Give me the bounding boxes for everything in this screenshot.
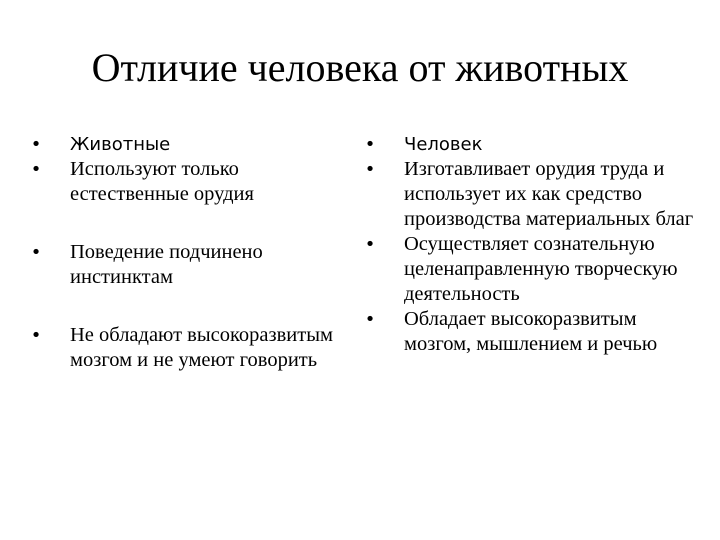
human-item-text: Изготавливает орудия труда и использует их как средство производства материальных благ <box>404 158 694 230</box>
bullet-icon: • <box>364 309 376 330</box>
animals-item-text: Используют только естественные орудия <box>70 158 254 205</box>
bullet-icon: • <box>30 242 42 263</box>
bullet-icon: • <box>364 134 376 155</box>
human-column <box>362 132 697 357</box>
human-heading-item <box>362 132 697 157</box>
bullet-icon: • <box>364 234 376 255</box>
human-item-brain <box>362 307 697 357</box>
bullet-icon: • <box>30 134 42 155</box>
human-item-text: Осуществляет сознательную целенаправленную творческую деятельность <box>404 233 678 305</box>
bullet-icon: • <box>30 159 42 180</box>
animals-heading: Животные <box>70 134 171 155</box>
bullet-icon: • <box>364 159 376 180</box>
slide-title: Отличие человека от животных <box>91 45 629 90</box>
animals-column <box>28 132 358 373</box>
animals-item-behavior <box>28 240 358 290</box>
animals-item-text: Не обладают высокоразвитым мозгом и не умеют говорить <box>70 324 333 371</box>
human-item-tools <box>362 157 697 232</box>
human-item-text: Обладает высокоразвитым мозгом, мышлением и речью <box>404 308 658 355</box>
animals-item-brain <box>28 323 358 373</box>
bullet-icon: • <box>30 325 42 346</box>
animals-item-tools <box>28 157 358 207</box>
animals-heading-item <box>28 132 358 157</box>
human-heading: Человек <box>404 134 483 155</box>
animals-item-text: Поведение подчинено инстинктам <box>70 241 263 288</box>
human-item-activity <box>362 232 697 307</box>
